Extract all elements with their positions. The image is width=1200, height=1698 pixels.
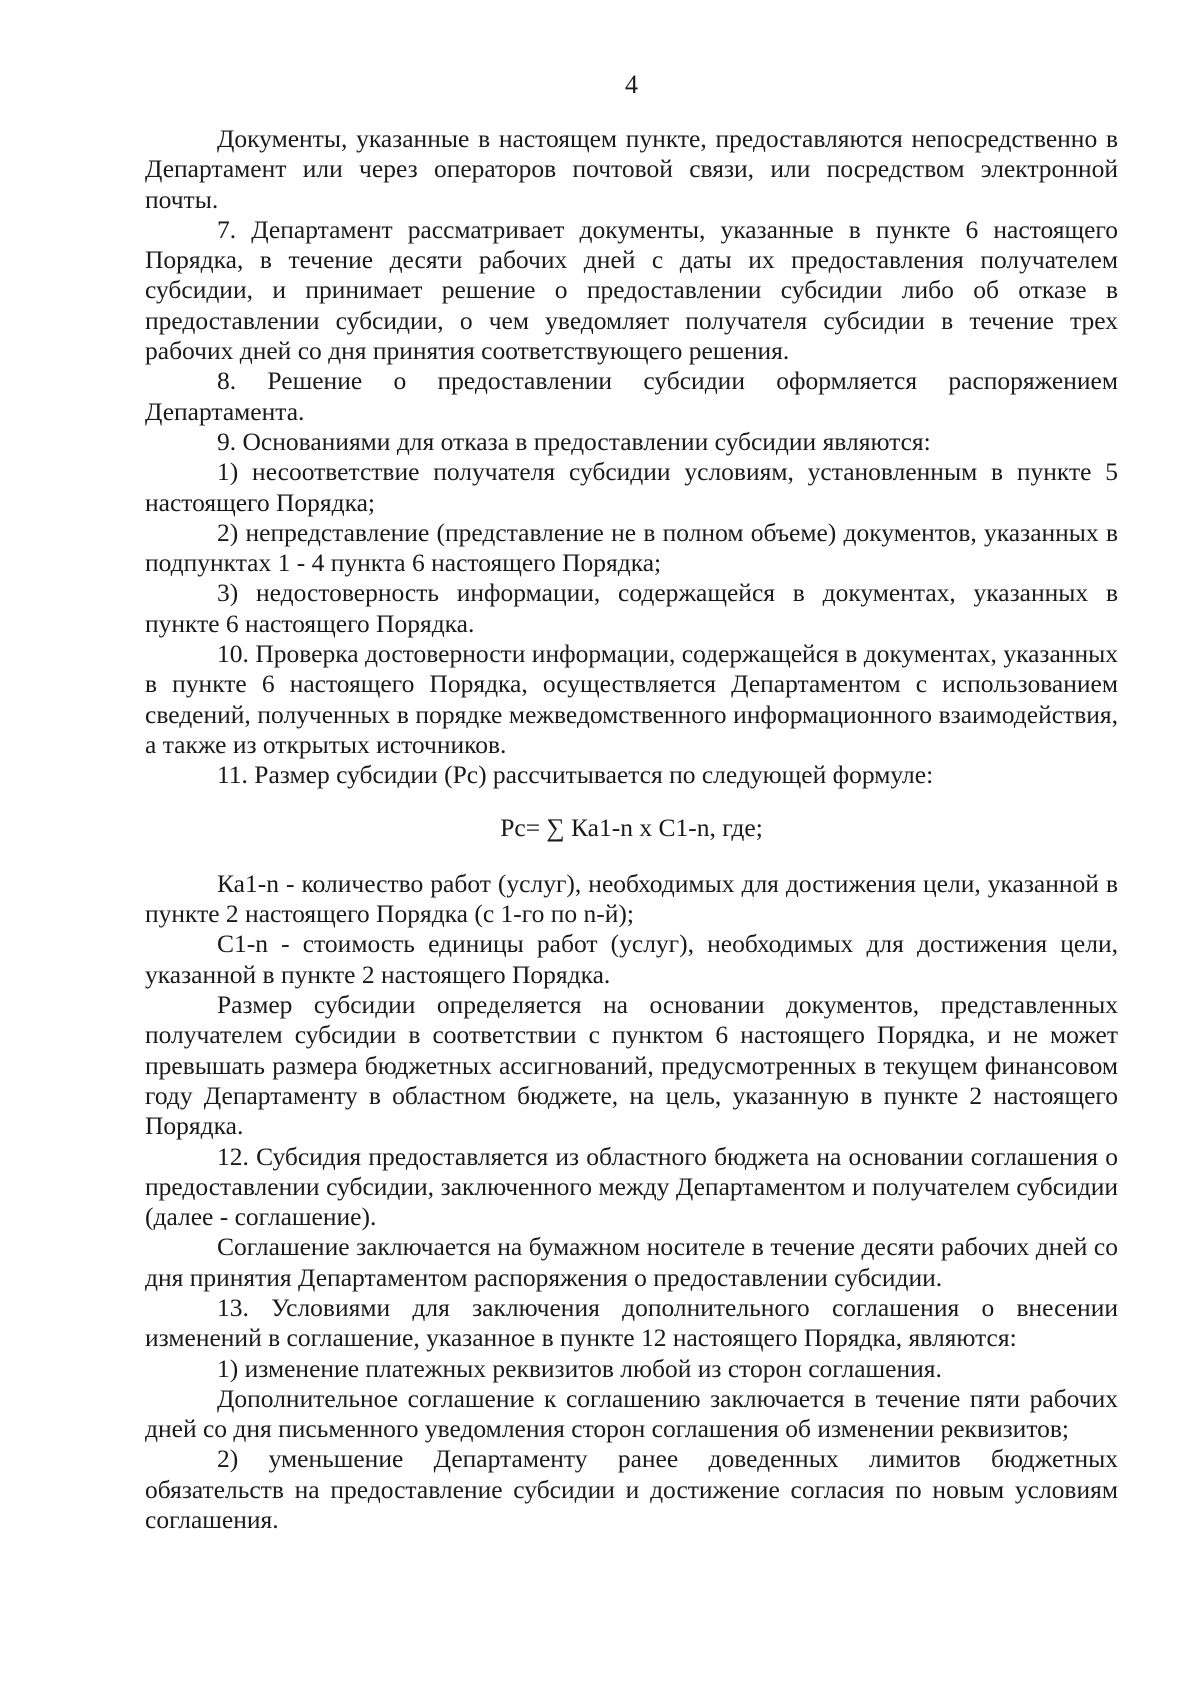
paragraph-item-12: 12. Субсидия предоставляется из областного бюджета на основании соглашения о предоставлении субсидии, заключенного между Департаментом и получателем субсидии (далее - соглашение). — [145, 1141, 1118, 1232]
paragraph-additional-agreement: Дополнительное соглашение к соглашению заключается в течение пяти рабочих дней со дня письменного уведомления сторон соглашения об изменении реквизитов; — [145, 1383, 1118, 1444]
paragraph-item-7: 7. Департамент рассматривает документы, указанные в пункте 6 настоящего Порядка, в течение десяти рабочих дней с даты их предоставления получателем субсидии, и принимает решение о предоставлении субсидии либо об отказе в предоставлении субсидии, о чем уведомляет получателя субсидии в течение трех рабочих дней со дня принятия соответствующего решения. — [145, 214, 1118, 366]
paragraph-documents-delivery: Документы, указанные в настоящем пункте, предоставляются непосредственно в Департамент или через операторов почтовой связи, или посредством электронной почты. — [145, 124, 1118, 214]
paragraph-item-13-2: 2) уменьшение Департаменту ранее доведенных лимитов бюджетных обязательств на предоставление субсидии и достижение согласия по новым условиям соглашения. — [145, 1444, 1118, 1535]
paragraph-item-11: 11. Размер субсидии (Рс) рассчитывается по следующей формуле: — [217, 760, 934, 790]
paragraph-item-8: 8. Решение о предоставлении субсидии оформляется распоряжением Департамента. — [145, 366, 1118, 426]
paragraph-item-9-2: 2) непредставление (представление не в полном объеме) документов, указанных в подпунктах 1 - 4 пункта 6 настоящего Порядка; — [145, 517, 1118, 578]
subsidy-formula: Рс= ∑ Ка1-n х С1-n, где; — [500, 812, 763, 842]
paragraph-item-9: 9. Основаниями для отказа в предоставлении субсидии являются: — [217, 426, 931, 456]
paragraph-item-13: 13. Условиями для заключения дополнительного соглашения о внесении изменений в соглашение, указанное в пункте 12 настоящего Порядка, являются: — [145, 1292, 1118, 1353]
document-body — [145, 124, 1118, 1535]
paragraph-item-13-1: 1) изменение платежных реквизитов любой из сторон соглашения. — [217, 1353, 942, 1383]
paragraph-item-9-3: 3) недостоверность информации, содержащейся в документах, указанных в пункте 6 настоящего Порядка. — [145, 578, 1118, 638]
paragraph-subsidy-size: Размер субсидии определяется на основании документов, представленных получателем субсидии в соответствии с пунктом 6 настоящего Порядка, и не может превышать размера бюджетных ассигнований, предусмотренных в текущем финансовом году Департаменту в областном бюджете, на цель, указанную в пункте 2 настоящего Порядка. — [145, 990, 1118, 1141]
document-page — [145, 0, 1118, 1698]
paragraph-c-definition: С1-n - стоимость единицы работ (услуг), необходимых для достижения цели, указанной в пункте 2 настоящего Порядка. — [145, 929, 1118, 989]
page-number: 4 — [625, 70, 638, 99]
paragraph-item-9-1: 1) несоответствие получателя субсидии условиям, установленным в пункте 5 настоящего Порядка; — [145, 457, 1118, 517]
paragraph-agreement-signing: Соглашение заключается на бумажном носителе в течение десяти рабочих дней со дня принятия Департаментом распоряжения о предоставлении субсидии. — [145, 1232, 1118, 1292]
paragraph-ka-definition: Ка1-n - количество работ (услуг), необходимых для достижения цели, указанной в пункте 2 настоящего Порядка (с 1-го по n-й); — [145, 868, 1118, 929]
paragraph-item-10: 10. Проверка достоверности информации, содержащейся в документах, указанных в пункте 6 настоящего Порядка, осуществляется Департаментом с использованием сведений, полученных в порядке межведомственного информационного взаимодействия, а также из открытых источников. — [145, 639, 1118, 759]
